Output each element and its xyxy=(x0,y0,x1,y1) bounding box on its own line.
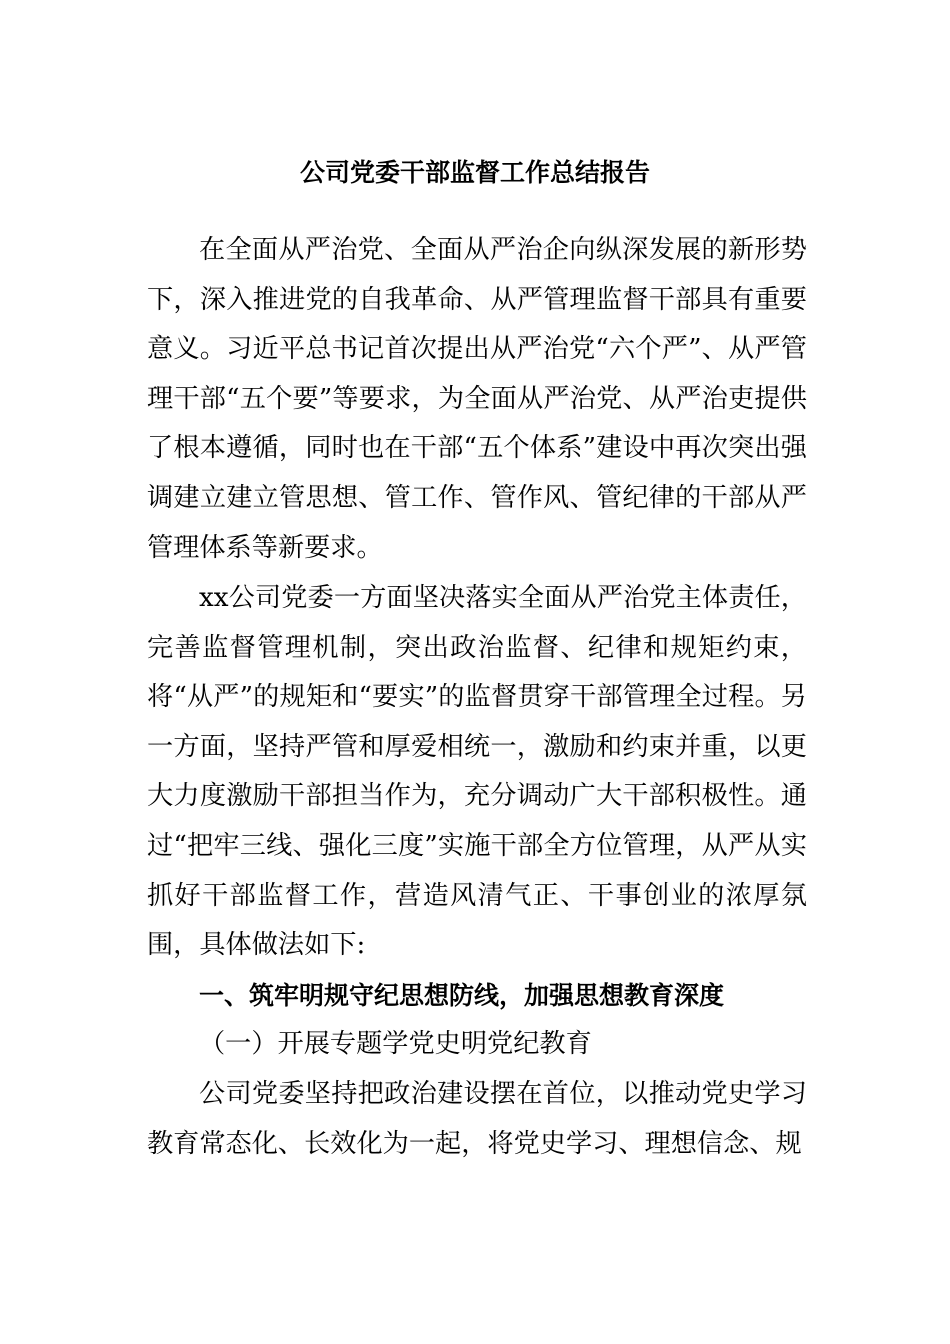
company-paragraph: xx公司党委一方面坚决落实全面从严治党主体责任，完善监督管理机制，突出政治监督、纪律和规矩约束，将“从严”的规矩和“要实”的监督贯穿干部管理全过程。另一方面，坚持严管和厚爱相统一，激励和约束并重，以更大力度激励干部担当作为，充分调动广大干部积极性。通过“把牢三线、强化三度”实施干部全方位管理，从严从实抓好干部监督工作，营造风清气正、干事创业的浓厚氛围，具体做法如下: xyxy=(147,583,807,961)
document-title: 公司党委干部监督工作总结报告 xyxy=(299,158,650,187)
intro-paragraph: 在全面从严治党、全面从严治企向纵深发展的新形势下，深入推进党的自我革命、从严管理监督干部具有重要意义。习近平总书记首次提出从严治党“六个严”、从严管理干部“五个要”等要求，为全面从严治党、从严治吏提供了根本遵循，同时也在干部“五个体系”建设中再次突出强调建立建立管思想、管工作、管作风、管纪律的干部从严管理体系等新要求。 xyxy=(147,235,807,563)
section-heading: 一、筑牢明规守纪思想防线，加强思想教育深度 xyxy=(199,981,725,1010)
subsection-paragraph: 公司党委坚持把政治建设摆在首位，以推动党史学习教育常态化、长效化为一起，将党史学习、理想信念、规 xyxy=(147,1079,807,1159)
subsection-heading: （一）开展专题学党史明党纪教育 xyxy=(199,1029,592,1059)
